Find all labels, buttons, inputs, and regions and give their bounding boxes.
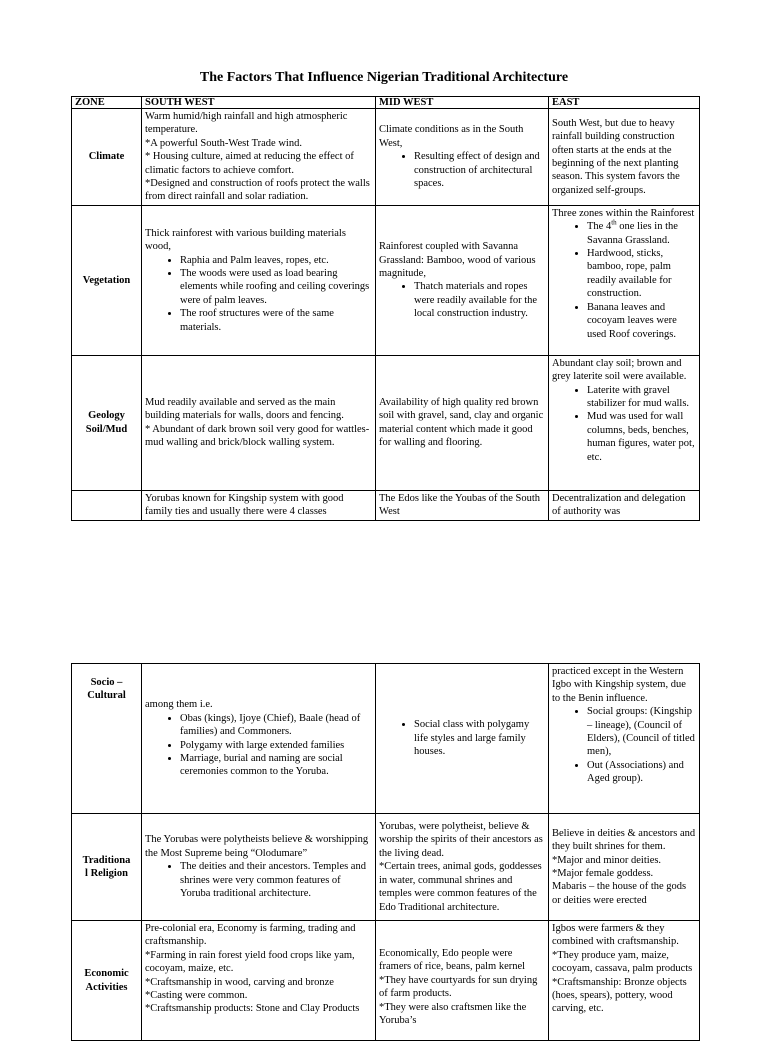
climate-row: [72, 109, 700, 206]
header-zone: ZONE: [72, 97, 142, 109]
climate-south-west: Warm humid/high rainfall and high atmospheric temperature. *A powerful South-West Trade wind. * Housing culture, aimed at reducing the effect of climatic factors to achieve comfort. *Designed and construction of roofs protect the walls from direct rainfall and solar radiation.: [142, 109, 376, 206]
religion-mid-west: Yorubas, were polytheist, believe & worship the spirits of their ancestors as the living dead. *Certain trees, animal gods, goddesses in water, communal shrines and temples were common features of the Edo Traditional architecture.: [376, 814, 549, 921]
header-east: EAST: [549, 97, 700, 109]
religion-south-west: The Yorubas were polytheists believe & worshipping the Most Supreme being “Olodumare” • The deities and their ancestors. Temples and shrines were very common features of Yoruba traditional architecture.: [142, 814, 376, 921]
zone-socio-cultural: Socio – Cultural: [72, 664, 142, 814]
zone-vegetation: Vegetation: [72, 205, 142, 355]
header-south-west: SOUTH WEST: [142, 97, 376, 109]
header-row: [72, 97, 700, 109]
zone-geology: Geology Soil/Mud: [72, 355, 142, 490]
economic-east: Igbos were farmers & they combined with craftsmanship. *They produce yam, maize, cocoyam, cassava, palm products *Craftsmanship: Bronze objects (hoes, spears), pottery, wood carving, etc.: [549, 921, 700, 1041]
geology-south-west: Mud readily available and served as the main building materials for walls, doors and fencing. * Abundant of dark brown soil very good for wattles-mud walling and brick/block walling system.: [142, 355, 376, 490]
geology-east: Abundant clay soil; brown and grey laterite soil were available. • Laterite with gravel stabilizer for mud walls. • Mud was used for wall columns, beds, benches, human figures, water pot, etc.: [549, 355, 700, 490]
zone-economic-activities: Economic Activities: [72, 921, 142, 1041]
zone-socio-empty: [72, 490, 142, 520]
architecture-table-part-2: [71, 663, 700, 1041]
socio-cultural-row-start: [72, 490, 700, 520]
document-title: The Factors That Influence Nigerian Traditional Architecture: [199, 70, 569, 85]
header-mid-west: MID WEST: [376, 97, 549, 109]
religion-east: Believe in deities & ancestors and they built shrines for them. *Major and minor deities. *Major female goddess. Mabaris – the house of the gods or deities were erected: [549, 814, 700, 921]
religion-row: [72, 814, 700, 921]
economic-south-west: Pre-colonial era, Economy is farming, trading and craftsmanship. *Farming in rain forest yield food crops like yam, cocoyam, maize, etc. *Craftsmanship in wood, carving and bronze *Casting were common. *Craftsmanship products: Stone and Clay Products: [142, 921, 376, 1041]
socio-cultural-row: [72, 664, 700, 814]
socio-south-west: among them i.e. • Obas (kings), Ijoye (Chief), Baale (head of families) and Commoners. • Polygamy with large extended families • Marriage, burial and naming are social ceremonies common to the Yoruba.: [142, 664, 376, 814]
zone-traditional-religion: Traditiona l Religion: [72, 814, 142, 921]
economic-row: [72, 921, 700, 1041]
geology-row: [72, 355, 700, 490]
architecture-table-part-1: [71, 96, 700, 521]
climate-east: South West, but due to heavy rainfall building construction often starts at the ends at the beginning of the next planting season. This system favors the organized self-groups.: [549, 109, 700, 206]
socio-mid-west-start: The Edos like the Youbas of the South West: [376, 490, 549, 520]
vegetation-mid-west: Rainforest coupled with Savanna Grassland: Bamboo, wood of various magnitude, • Thatch materials and ropes were readily available for the local construction industry.: [376, 205, 549, 355]
zone-climate: Climate: [72, 109, 142, 206]
geology-mid-west: Availability of high quality red brown soil with gravel, sand, clay and organic material content which made it good for walling and flooring.: [376, 355, 549, 490]
climate-mid-west: Climate conditions as in the South West, • Resulting effect of design and construction of architectural spaces.: [376, 109, 549, 206]
economic-mid-west: Economically, Edo people were framers of rice, beans, palm kernel *They have courtyards for sun drying of farm products. *They were also craftsmen like the Yoruba’s: [376, 921, 549, 1041]
socio-east-start: Decentralization and delegation of authority was: [549, 490, 700, 520]
socio-south-west-start: Yorubas known for Kingship system with good family ties and usually there were 4 classes: [142, 490, 376, 520]
socio-east: practiced except in the Western Igbo with Kingship system, due to the Benin influence. • Social groups: (Kingship – lineage), (Council of Elders), (Council of titled men), • Out (Associations) and Aged group).: [549, 664, 700, 814]
vegetation-row: [72, 205, 700, 355]
socio-mid-west: • Social class with polygamy life styles and large family houses.: [376, 664, 549, 814]
vegetation-south-west: Thick rainforest with various building materials wood, • Raphia and Palm leaves, ropes, etc. • The woods were used as load bearing elements while roofing and ceiling coverings were of palm leaves. • The roof structures were of the same materials.: [142, 205, 376, 355]
vegetation-east: Three zones within the Rainforest • The 4th one lies in the Savanna Grassland. • Hardwood, sticks, bamboo, rope, palm readily available for construction. • Banana leaves and cocoyam leaves were used Roof coverings.: [549, 205, 700, 355]
